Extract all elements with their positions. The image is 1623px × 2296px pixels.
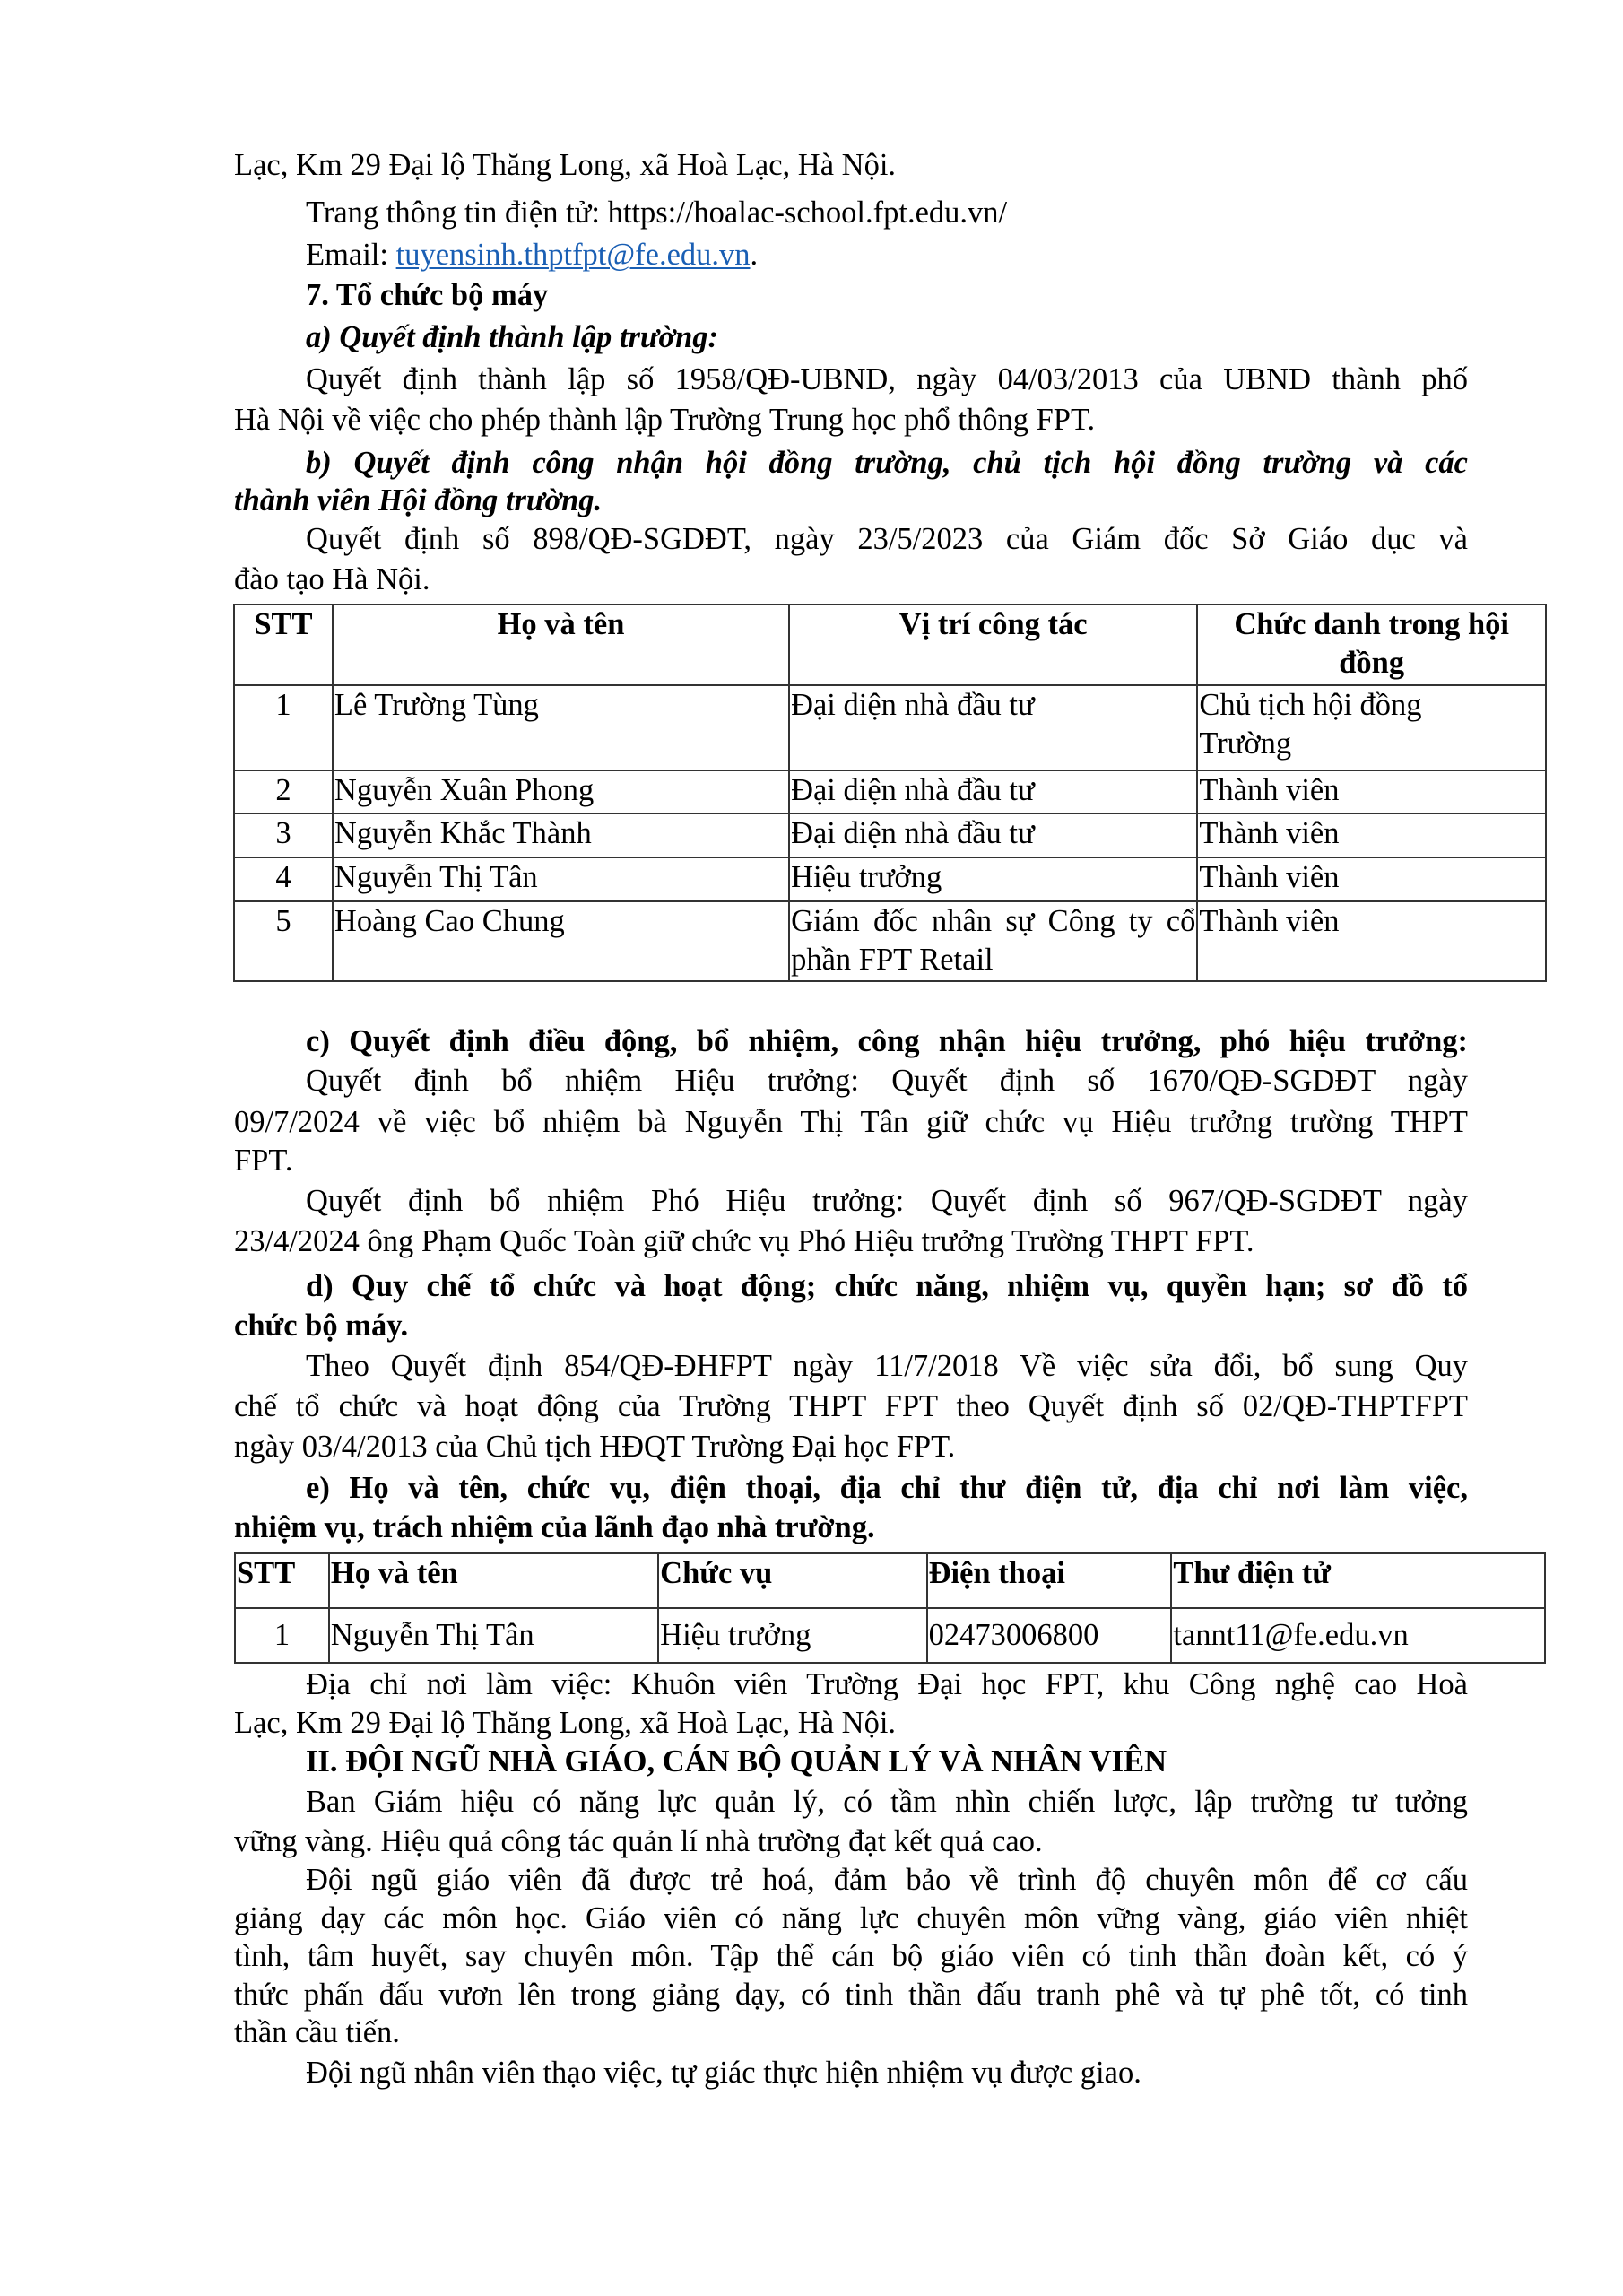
section-d-heading-line-2: chức bộ máy.	[234, 1309, 409, 1343]
section-a-line-1: Quyết định thành lập số 1958/QĐ-UBND, ngày 04/03/2013 của UBND thành phố	[306, 362, 1468, 396]
section-c-heading: c) Quyết định điều động, bổ nhiệm, công nhận hiệu trưởng, phó hiệu trưởng:	[306, 1024, 1468, 1058]
cell-title: Hiệu trưởng	[658, 1608, 926, 1663]
col-header-position: Vị trí công tác	[789, 604, 1197, 685]
section-e-heading-line-1: e) Họ và tên, chức vụ, điện thoại, địa chỉ thư điện tử, địa chỉ nơi làm việc,	[306, 1471, 1468, 1505]
leadership-table	[234, 1552, 1546, 1664]
cell-position: Đại diện nhà đầu tư	[789, 685, 1197, 770]
section-c-p1-line-1: Quyết định bổ nhiệm Hiệu trưởng: Quyết định số 1670/QĐ-SGDĐT ngày	[306, 1064, 1468, 1098]
section-d-line-1: Theo Quyết định 854/QĐ-ĐHFPT ngày 11/7/2018 Về việc sửa đổi, bổ sung Quy	[306, 1349, 1468, 1383]
section-c-p1-line-3: FPT.	[234, 1144, 293, 1178]
col-header-title: Chức vụ	[658, 1553, 926, 1608]
section-d-line-2: chế tổ chức và hoạt động của Trường THPT FPT theo Quyết định số 02/QĐ-THPTFPT	[234, 1389, 1468, 1423]
work-address-line-1: Địa chỉ nơi làm việc: Khuôn viên Trường Đại học FPT, khu Công nghệ cao Hoà	[306, 1667, 1468, 1701]
cell-stt: 1	[234, 685, 333, 770]
cell-phone: 02473006800	[927, 1608, 1172, 1663]
col-header-stt: STT	[234, 604, 333, 685]
cell-position: Đại diện nhà đầu tư	[789, 813, 1197, 857]
email-link[interactable]: tuyensinh.thptfpt@fe.edu.vn	[395, 238, 751, 272]
section-7-heading: 7. Tổ chức bộ máy	[306, 278, 549, 312]
section-ii-p2-line-3: tình, tâm huyết, say chuyên môn. Tập thể cán bộ giáo viên có tinh thần đoàn kết, có ý	[234, 1939, 1468, 1973]
cell-position: Hiệu trưởng	[789, 857, 1197, 901]
cell-stt: 4	[234, 857, 333, 901]
cell-stt: 3	[234, 813, 333, 857]
col-header-name: Họ và tên	[329, 1553, 658, 1608]
email-line	[306, 234, 1468, 275]
cell-stt: 5	[234, 901, 333, 981]
cell-name: Nguyễn Thị Tân	[333, 857, 789, 901]
section-c-p2-line-2: 23/4/2024 ông Phạm Quốc Toàn giữ chức vụ Phó Hiệu trưởng Trường THPT FPT.	[234, 1224, 1254, 1258]
section-ii-p3-line-1: Đội ngũ nhân viên thạo việc, tự giác thực hiện nhiệm vụ được giao.	[306, 2056, 1141, 2090]
table-header-row	[235, 1553, 1545, 1608]
col-header-email: Thư điện tử	[1171, 1553, 1545, 1608]
table-row	[234, 901, 1546, 981]
website-url[interactable]: https://hoalac-school.fpt.edu.vn/	[607, 196, 1008, 230]
section-d-heading-line-1: d) Quy chế tổ chức và hoạt động; chức năng, nhiệm vụ, quyền hạn; sơ đồ tổ	[306, 1269, 1468, 1303]
section-b-line-2: đào tạo Hà Nội.	[234, 562, 430, 596]
section-b-line-1: Quyết định số 898/QĐ-SGDĐT, ngày 23/5/2023 của Giám đốc Sở Giáo dục và	[306, 522, 1468, 556]
section-e-heading-line-2: nhiệm vụ, trách nhiệm của lãnh đạo nhà trường.	[234, 1510, 875, 1544]
cell-email: tannt11@fe.edu.vn	[1171, 1608, 1545, 1663]
section-c-p2-line-1: Quyết định bổ nhiệm Phó Hiệu trưởng: Quyết định số 967/QĐ-SGDĐT ngày	[306, 1184, 1468, 1218]
email-suffix: .	[750, 238, 759, 272]
cell-name: Nguyễn Xuân Phong	[333, 770, 789, 813]
col-header-stt: STT	[235, 1553, 329, 1608]
email-label: Email:	[306, 238, 396, 272]
section-ii-p2-line-4: thức phấn đấu vươn lên trong giảng dạy, có tinh thần đấu tranh phê và tự phê tốt, có tinh	[234, 1978, 1468, 2012]
website-line	[306, 192, 1468, 233]
cell-name: Nguyễn Thị Tân	[329, 1608, 658, 1663]
cell-role: Thành viên	[1197, 857, 1546, 901]
section-c-p1-line-2: 09/7/2024 về việc bổ nhiệm bà Nguyễn Thị Tân giữ chức vụ Hiệu trưởng trường THPT	[234, 1105, 1468, 1139]
table-row	[235, 1608, 1545, 1663]
table-row	[234, 685, 1546, 770]
council-members-table	[233, 604, 1547, 982]
cell-name: Hoàng Cao Chung	[333, 901, 789, 981]
cell-name: Lê Trường Tùng	[333, 685, 789, 770]
address-continuation: Lạc, Km 29 Đại lộ Thăng Long, xã Hoà Lạc, Hà Nội.	[234, 148, 897, 182]
section-ii-p2-line-1: Đội ngũ giáo viên đã được trẻ hoá, đảm bảo về trình độ chuyên môn để cơ cấu	[306, 1863, 1468, 1897]
table-header-row	[234, 604, 1546, 685]
col-header-name: Họ và tên	[333, 604, 789, 685]
section-ii-heading: II. ĐỘI NGŨ NHÀ GIÁO, CÁN BỘ QUẢN LÝ VÀ NHÂN VIÊN	[306, 1744, 1167, 1779]
section-a-heading: a) Quyết định thành lập trường:	[306, 320, 718, 354]
col-header-role: Chức danh trong hội đồng	[1197, 604, 1546, 685]
cell-role: Thành viên	[1197, 813, 1546, 857]
cell-stt: 2	[234, 770, 333, 813]
section-d-line-3: ngày 03/4/2013 của Chủ tịch HĐQT Trường Đại học FPT.	[234, 1430, 956, 1464]
section-a-line-2: Hà Nội về việc cho phép thành lập Trường Trung học phổ thông FPT.	[234, 403, 1096, 437]
section-ii-p2-line-5: thần cầu tiến.	[234, 2015, 400, 2049]
cell-role: Chủ tịch hội đồng Trường	[1197, 685, 1546, 770]
col-header-phone: Điện thoại	[927, 1553, 1172, 1608]
cell-role: Thành viên	[1197, 901, 1546, 981]
table-row	[234, 857, 1546, 901]
section-ii-p2-line-2: giảng dạy các môn học. Giáo viên có năng lực chuyên môn vững vàng, giáo viên nhiệt	[234, 1901, 1468, 1935]
cell-name: Nguyễn Khắc Thành	[333, 813, 789, 857]
section-b-heading-line-1: b) Quyết định công nhận hội đồng trường, chủ tịch hội đồng trường và các	[306, 446, 1468, 480]
cell-role: Thành viên	[1197, 770, 1546, 813]
table-row	[234, 770, 1546, 813]
section-ii-p1-line-1: Ban Giám hiệu có năng lực quản lý, có tầm nhìn chiến lược, lập trường tư tưởng	[306, 1785, 1468, 1819]
table-row	[234, 813, 1546, 857]
section-ii-p1-line-2: vững vàng. Hiệu quả công tác quản lí nhà trường đạt kết quả cao.	[234, 1824, 1043, 1858]
cell-position: Đại diện nhà đầu tư	[789, 770, 1197, 813]
section-b-heading-line-2: thành viên Hội đồng trường.	[234, 483, 603, 517]
work-address-line-2: Lạc, Km 29 Đại lộ Thăng Long, xã Hoà Lạc, Hà Nội.	[234, 1706, 897, 1740]
cell-position: Giám đốc nhân sự Công ty cổ phần FPT Retail	[789, 901, 1197, 981]
website-label: Trang thông tin điện tử:	[306, 196, 608, 230]
cell-stt: 1	[235, 1608, 329, 1663]
